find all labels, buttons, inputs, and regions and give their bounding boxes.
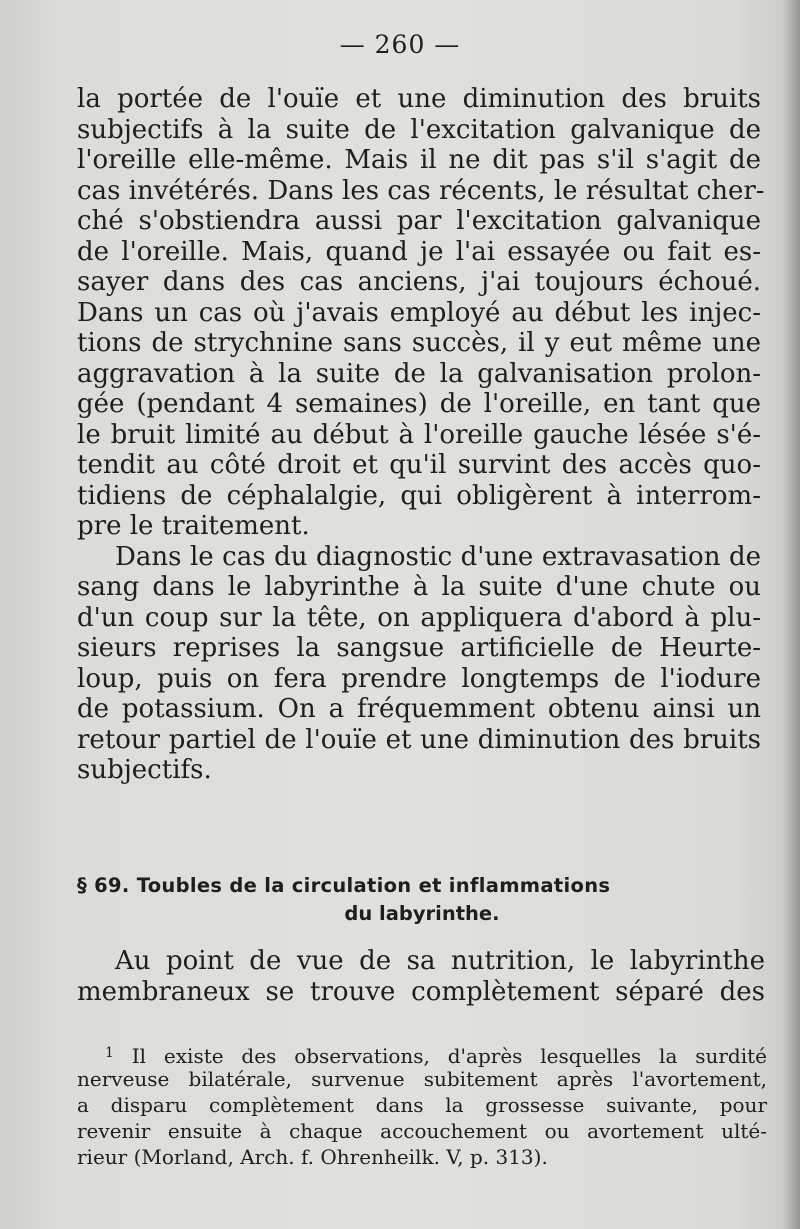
text-line: loup, puis on fera prendre longtemps de l'iodure <box>77 663 761 694</box>
text-line: tendit au côté droit et qu'il survint des accès quo- <box>77 450 761 480</box>
text-line: tidiens de céphalalgie, qui obligèrent à interrom- <box>77 480 761 511</box>
footnote-text: Il existe des observations, d'après lesquelles la surdité <box>131 1044 767 1068</box>
footnote-line: a disparu complètement dans la grossesse suivante, pour <box>77 1093 767 1117</box>
footnote-marker: 1 <box>105 1045 114 1061</box>
text-line: subjectifs. <box>77 755 212 785</box>
footnote-line <box>77 1040 767 1066</box>
page-number: — 260 — <box>339 30 461 59</box>
text-line: le bruit limité au début à l'oreille gauche lésée s'é- <box>77 419 761 450</box>
text-line: subjectifs à la suite de l'excitation galvanique de <box>77 114 761 145</box>
text-line: d'un coup sur la tête, on appliquera d'abord à plu- <box>77 602 761 633</box>
footnote-line: nerveuse bilatérale, survenue subitement après l'avortement, <box>77 1067 767 1091</box>
text-line: la portée de l'ouïe et une diminution des bruits <box>77 84 761 114</box>
text-line: gée (pendant 4 semaines) de l'oreille, en tant que <box>77 389 761 419</box>
text-line: Dans le cas du diagnostic d'une extravasation de <box>115 541 761 572</box>
text-line: membraneux se trouve complètement séparé des <box>77 976 765 1007</box>
text-line: sieurs reprises la sangsue artificielle de Heurte- <box>77 633 761 663</box>
main-text <box>77 84 765 786</box>
text-line: sang dans le labyrinthe à la suite d'une chute ou <box>77 572 761 602</box>
section-heading-line-1 <box>77 872 767 900</box>
text-line: retour partiel de l'ouïe et une diminution des bruits <box>77 724 761 755</box>
text-line: ché s'obstiendra aussi par l'excitation galvanique <box>77 206 761 236</box>
text-line: Au point de vue de sa nutrition, le labyrinthe <box>115 946 765 976</box>
section-heading-line-2: du labyrinthe. <box>344 902 500 925</box>
text-line: sayer dans des cas anciens, j'ai toujours échoué. <box>77 267 761 297</box>
paragraph-2 <box>77 542 761 786</box>
text-line: pre le traitement. <box>77 511 310 541</box>
footnote-line: revenir ensuite à chaque accouchement ou avortement ulté- <box>77 1119 767 1143</box>
footnote-line: rieur (Morland, Arch. f. Ohrenheilk. V, p. 313). <box>77 1145 548 1169</box>
footnote <box>77 1040 767 1170</box>
text-line: Dans un cas où j'avais employé au début les injec- <box>77 297 761 328</box>
text-line: de potassium. On a fréquemment obtenu ainsi un <box>77 694 761 724</box>
text-line: tions de strychnine sans succès, il y eut même une <box>77 328 761 358</box>
text-line: de l'oreille. Mais, quand je l'ai essayée ou fait es- <box>77 236 761 267</box>
section-title: Toubles de la circulation et inflammations <box>136 874 611 897</box>
paragraph-1 <box>77 84 765 542</box>
text-line: l'oreille elle-même. Mais il ne dit pas s'il s'agit de <box>77 145 761 175</box>
text-line: aggravation à la suite de la galvanisation prolon- <box>77 358 761 389</box>
text-line: cas invétérés. Dans les cas récents, le résultat cher- <box>77 175 765 206</box>
paragraph-3 <box>77 946 765 1007</box>
page-edge-shadow <box>782 0 800 1229</box>
section-number: § 69. <box>77 874 130 897</box>
section-heading <box>77 872 767 928</box>
